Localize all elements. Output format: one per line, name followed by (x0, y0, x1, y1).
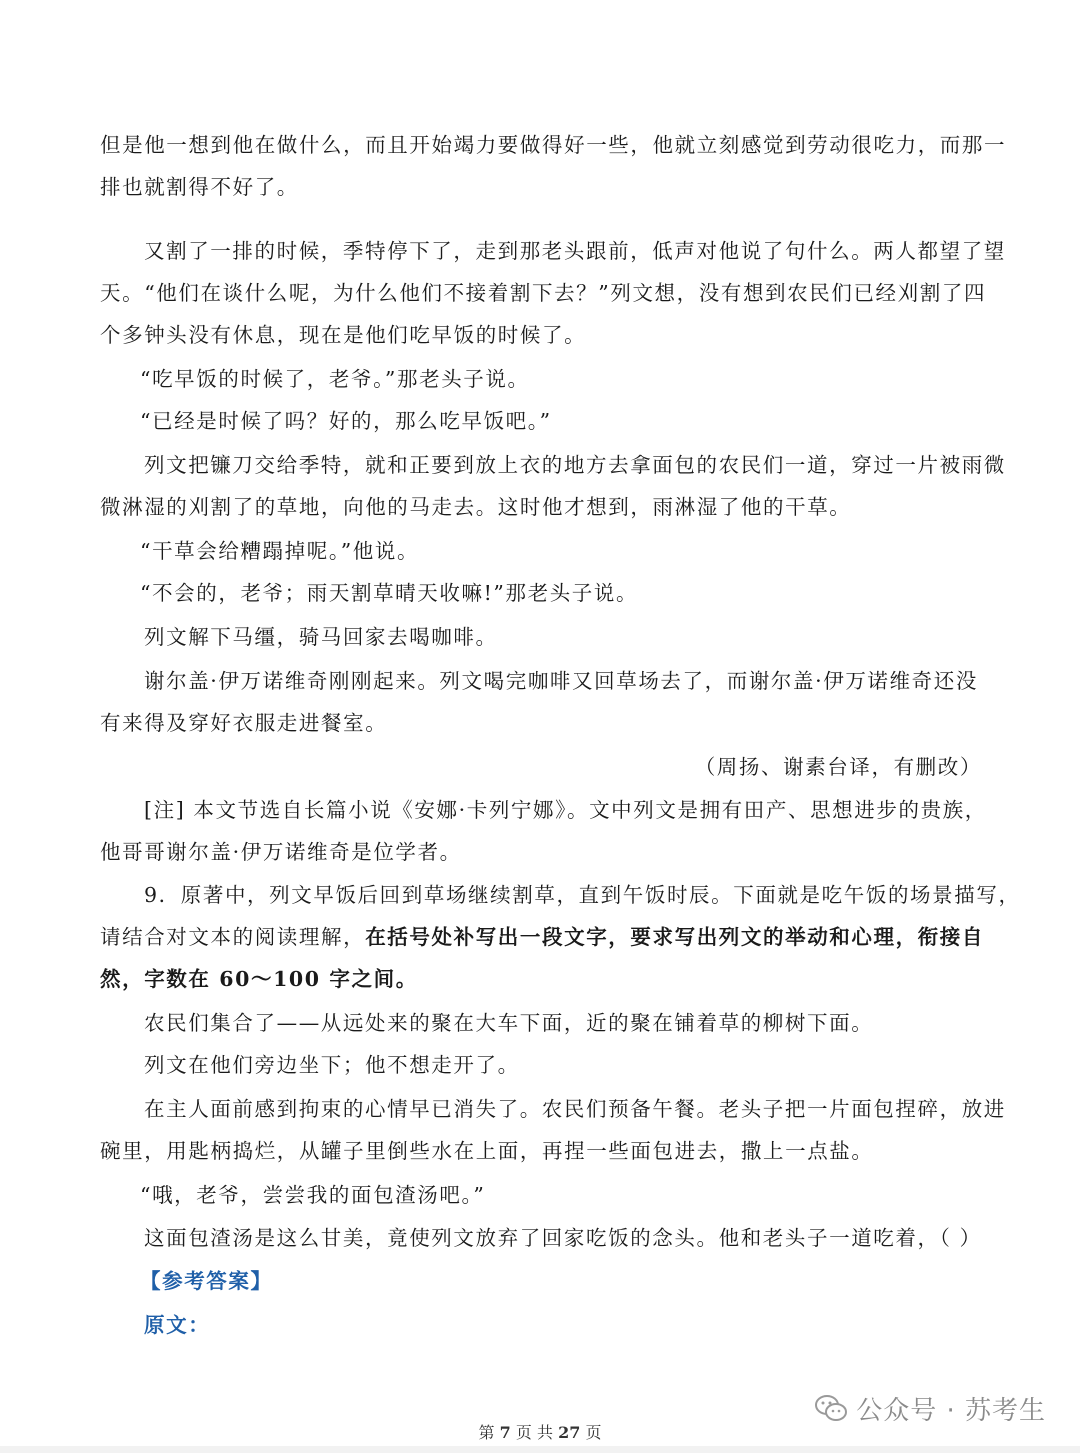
question-line (100, 922, 984, 952)
dialogue-line: “不会的，老爷；雨天割草晴天收嘛!”那老头子说。 (140, 581, 639, 605)
question-requirement-line: 然，字数在 60～100 字之间。 (100, 967, 418, 991)
question-text: 请结合对文本的阅读理解， (100, 925, 366, 949)
page-number: 7 (499, 1423, 511, 1442)
paragraph-line: 但是他一想到他在做什么，而且开始竭力要做得好一些，他就立刻感觉到劳动很吃力，而那一 (100, 133, 1007, 157)
excerpt-line: 在主人面前感到拘束的心情早已消失了。农民们预备午餐。老头子把一片面包捏碎，放进 (144, 1097, 1006, 1121)
bottom-edge (0, 1446, 1080, 1453)
excerpt-line: 列文在他们旁边坐下；他不想走开了。 (144, 1053, 520, 1077)
question-requirement: 在括号处补写出一段文字，要求写出列文的举动和心理，衔接自 (365, 925, 985, 949)
translator-credit: （周扬、谢素台译，有删改） (694, 755, 982, 779)
paragraph-line: 谢尔盖·伊万诺维奇刚刚起来。列文喝完咖啡又回草场去了，而谢尔盖·伊万诺维奇还没 (144, 669, 978, 693)
footer-prefix: 第 (478, 1423, 495, 1442)
paragraph-line: 排也就割得不好了。 (100, 175, 299, 199)
wechat-icon (814, 1393, 848, 1423)
dialogue-line: “吃早饭的时候了，老爷。”那老头子说。 (140, 367, 530, 391)
footer-suffix: 页 (585, 1423, 602, 1442)
footer-middle: 页 共 (515, 1423, 553, 1442)
excerpt-line: 碗里，用匙柄捣烂，从罐子里倒些水在上面，再捏一些面包进去，撒上一点盐。 (100, 1139, 874, 1163)
paragraph-line: 有来得及穿好衣服走进餐室。 (100, 711, 388, 735)
excerpt-line: 农民们集合了——从远处来的聚在大车下面，近的聚在铺着草的柳树下面。 (144, 1011, 874, 1035)
paragraph-line: 微淋湿的刈割了的草地，向他的马走去。这时他才想到，雨淋湿了他的干草。 (100, 495, 852, 519)
excerpt-line: 这面包渣汤是这么甘美，竟使列文放弃了回家吃饭的念头。他和老头子一道吃着，（ ） (144, 1226, 982, 1250)
original-text-label: 原文： (144, 1313, 211, 1337)
watermark-text: 公众号 · 苏考生 (856, 1395, 1046, 1426)
dialogue-line: “已经是时候了吗？好的，那么吃早饭吧。” (140, 409, 552, 433)
paragraph-line: 又割了一排的时候，季特停下了，走到那老头跟前，低声对他说了句什么。两人都望了望 (144, 239, 1006, 263)
page-footer (0, 1420, 1080, 1443)
page-total: 27 (558, 1423, 581, 1442)
excerpt-dialogue: “哦，老爷，尝尝我的面包渣汤吧。” (140, 1183, 486, 1207)
paragraph-line: 天。“他们在谈什么呢，为什么他们不接着割下去？”列文想，没有想到农民们已经刈割了四 (100, 281, 987, 305)
paragraph-line: 列文把镰刀交给季特，就和正要到放上衣的地方去拿面包的农民们一道，穿过一片被雨微 (144, 453, 1006, 477)
note-line: 他哥哥谢尔盖·伊万诺维奇是位学者。 (100, 840, 462, 864)
paragraph-line: 个多钟头没有休息，现在是他们吃早饭的时候了。 (100, 323, 587, 347)
note-line: [注] 本文节选自长篇小说《安娜·卡列宁娜》。文中列文是拥有田产、思想进步的贵族， (144, 798, 987, 822)
question-line: 9．原著中，列文早饭后回到草场继续割草，直到午饭时辰。下面就是吃午饭的场景描写， (144, 883, 1021, 907)
paragraph-line: 列文解下马缰，骑马回家去喝咖啡。 (144, 625, 498, 649)
dialogue-line: “干草会给糟蹋掉呢。”他说。 (140, 539, 420, 563)
answer-heading: 【参考答案】 (140, 1269, 273, 1293)
